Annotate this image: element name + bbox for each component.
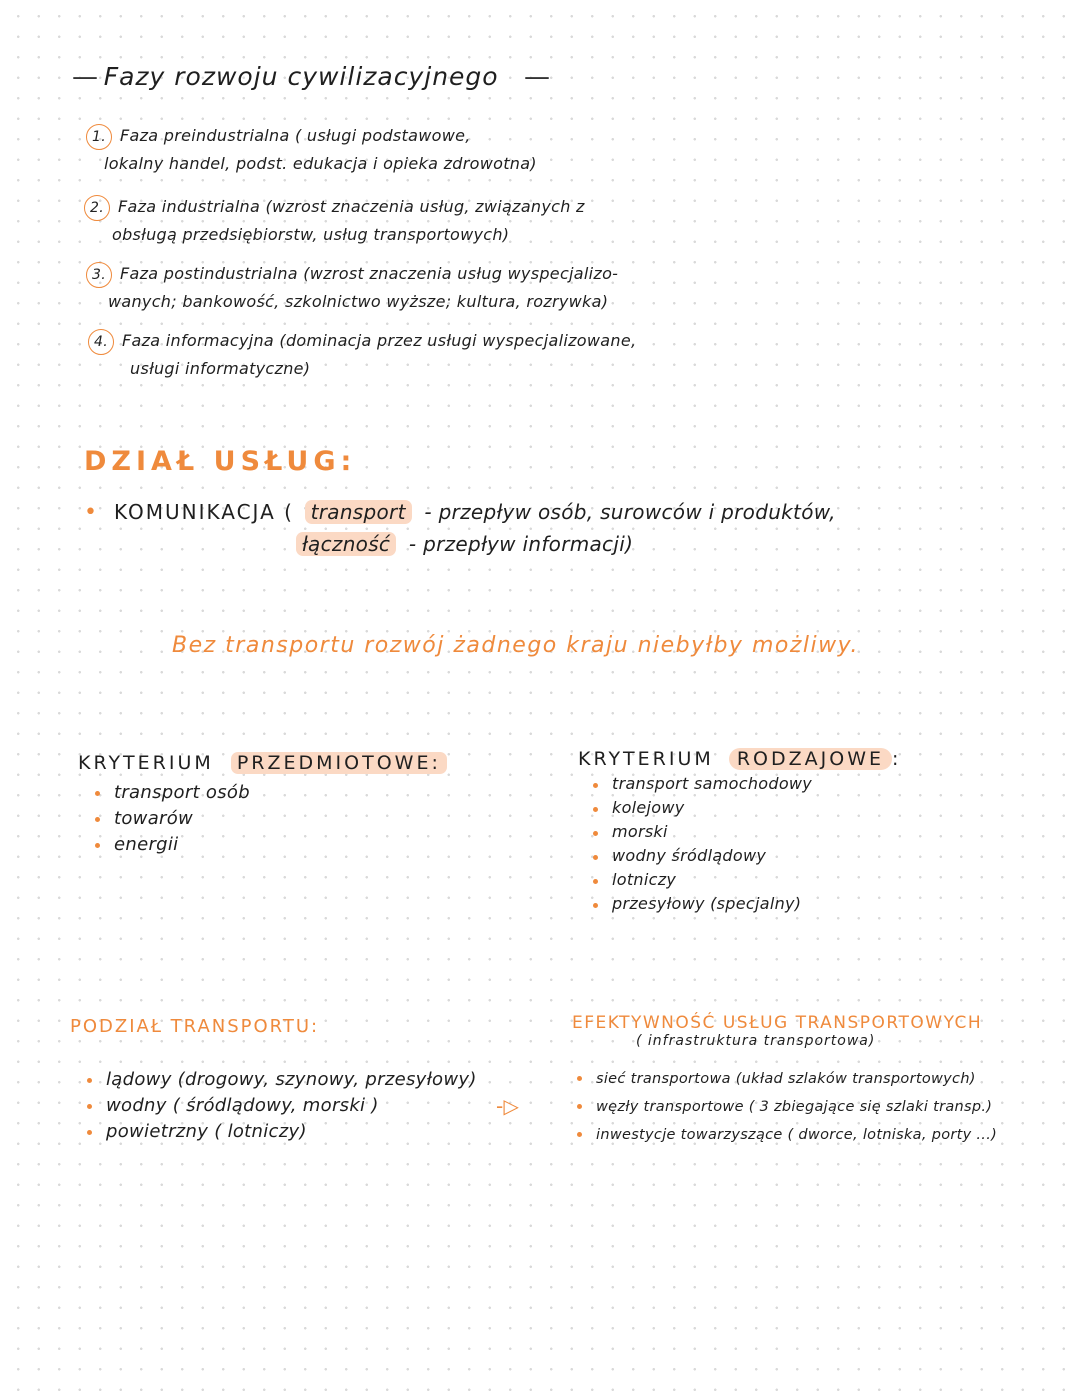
phase-number: 1.: [86, 124, 112, 150]
list-item: kolejowy: [590, 796, 901, 820]
phase-text: wanych; bankowość, szkolnictwo wyższe; kultura, rozrywka): [108, 292, 609, 311]
criterion-subject-highlight: PRZEDMIOTOWE:: [231, 752, 447, 774]
title-dash-right: —: [523, 62, 551, 92]
criterion-type-suffix: :: [891, 748, 902, 770]
phase-text: Faza preindustrialna ( usługi podstawowe,: [120, 126, 471, 145]
criterion-type-list: [590, 772, 901, 916]
transport-quote: Bez transportu rozwój żadnego kraju niebyłby możliwy.: [172, 633, 859, 658]
connectivity-definition: - przepływ informacji): [408, 532, 634, 556]
list-item: inwestycje towarzyszące ( dworce, lotniska, porty ...): [574, 1121, 997, 1149]
criterion-type-highlight: RODZAJOWE: [729, 748, 892, 770]
transport-definition: - przepływ osób, surowców i produktów,: [424, 500, 836, 524]
list-item: węzły transportowe ( 3 zbiegające się szlaki transp.): [574, 1093, 997, 1121]
list-item: powietrzny ( lotniczy): [84, 1119, 477, 1145]
phase-number: 2.: [84, 195, 110, 221]
title-dash-left: —: [72, 62, 99, 92]
list-item: morski: [590, 820, 901, 844]
phase-text: Faza industrialna (wzrost znaczenia usług, związanych z: [118, 197, 585, 216]
criterion-type-prefix: KRYTERIUM: [578, 748, 714, 770]
list-item: lądowy (drogowy, szynowy, przesyłowy): [84, 1067, 477, 1093]
transport-term: transport: [305, 500, 412, 524]
division-heading: PODZIAŁ TRANSPORTU:: [70, 1016, 320, 1037]
phase-3: [86, 262, 618, 311]
list-item: sieć transportowa (układ szlaków transportowych): [574, 1065, 997, 1093]
phase-text: usługi informatyczne): [130, 359, 311, 378]
phase-text: Faza postindustrialna (wzrost znaczenia usług wyspecjalizo-: [120, 264, 619, 283]
communication-label: KOMUNIKACJA (: [113, 500, 294, 524]
list-item: wodny ( śródlądowy, morski ): [84, 1093, 477, 1119]
criterion-type: [578, 748, 901, 916]
phase-number: 4.: [88, 329, 114, 355]
efficiency-section: [572, 1013, 997, 1149]
criterion-subject-prefix: KRYTERIUM: [78, 752, 214, 774]
division-list: [84, 1067, 477, 1145]
division-section: [70, 1016, 477, 1145]
list-item: transport samochodowy: [590, 772, 901, 796]
list-item: wodny śródlądowy: [590, 844, 901, 868]
phase-text: Faza informacyjna (dominacja przez usługi wyspecjalizowane,: [122, 331, 637, 350]
title-row: [72, 62, 550, 92]
efficiency-list: [574, 1065, 997, 1149]
phase-text: lokalny handel, podst. edukacja i opieka zdrowotna): [104, 154, 537, 173]
phase-number: 3.: [86, 262, 112, 288]
arrow-icon: -▷: [496, 1094, 520, 1118]
phase-text: obsługą przedsiębiorstw, usług transportowych): [112, 225, 510, 244]
phase-4: [88, 329, 636, 378]
efficiency-subheading: ( infrastruktura transportowa): [636, 1033, 876, 1049]
phase-2: [84, 195, 585, 244]
list-item: towarów: [92, 806, 447, 832]
page-title: Fazy rozwoju cywilizacyjnego: [103, 62, 499, 91]
bullet-dot: •: [84, 500, 98, 525]
list-item: przesyłowy (specjalny): [590, 892, 901, 916]
phase-1: [86, 124, 537, 173]
services-heading: DZIAŁ USŁUG:: [84, 446, 357, 477]
list-item: lotniczy: [590, 868, 901, 892]
list-item: energii: [92, 832, 447, 858]
connectivity-term: łączność: [296, 532, 396, 556]
connectivity-row: [296, 532, 633, 556]
criterion-subject-list: [92, 780, 447, 858]
communication-row: [84, 500, 836, 525]
criterion-subject: [78, 752, 447, 858]
efficiency-heading: EFEKTYWNOŚĆ USŁUG TRANSPORTOWYCH: [572, 1013, 983, 1033]
list-item: transport osób: [92, 780, 447, 806]
